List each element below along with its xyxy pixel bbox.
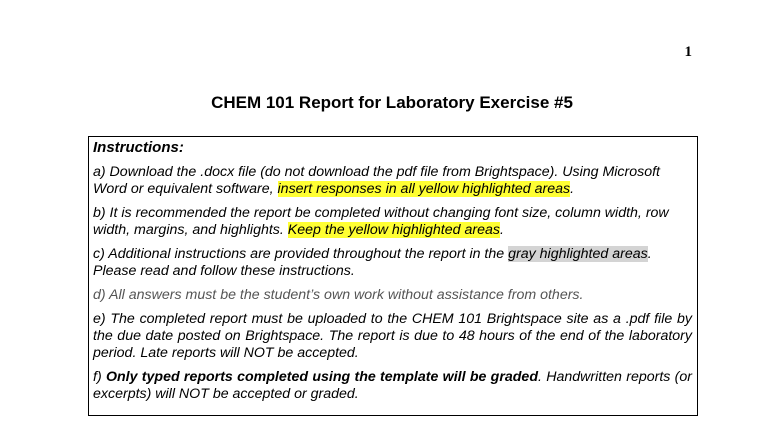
instruction-d: d) All answers must be the student’s own work without assistance from others.	[93, 287, 584, 303]
instruction-f-end: . Handwritten reports (or excerpts) will NOT be accepted or graded.	[93, 369, 693, 402]
instruction-c-end: . Please read and follow these instructions.	[93, 246, 652, 279]
instructions-heading: Instructions:	[93, 139, 184, 156]
instruction-b-text: b) It is recommended the report be completed without changing font size, column width, row width, margins, and highlights.	[93, 205, 669, 238]
instruction-a	[93, 164, 692, 198]
instruction-c	[93, 246, 692, 280]
instruction-f-bold: Only typed reports completed using the template will be graded	[105, 369, 538, 385]
instruction-c-text: c) Additional instructions are provided throughout the report in the	[93, 246, 509, 262]
instruction-a-end: .	[570, 181, 575, 197]
instruction-a-text: a) Download the .docx file (do not download the pdf file from Brightspace). Using Microsoft Word or equivalent software,	[93, 164, 660, 197]
instruction-b-end: .	[499, 222, 504, 238]
instruction-c-gray-highlight: gray highlighted areas	[508, 246, 648, 262]
page-number: 1	[684, 44, 692, 60]
instruction-f-prefix: f)	[93, 369, 106, 385]
instructions-box	[88, 136, 698, 416]
instruction-e: e) The completed report must be uploaded to the CHEM 101 Brightspace site as a .pdf file by the due date posted on Brightspace. The report is due to 48 hours of the end of the laboratory period. Late reports will NOT be accepted.	[93, 311, 692, 361]
instruction-f	[93, 369, 692, 403]
instruction-a-yellow-highlight: insert responses in all yellow highlighted areas	[277, 181, 571, 197]
instruction-b	[93, 205, 692, 239]
document-title: CHEM 101 Report for Laboratory Exercise #5	[211, 93, 573, 112]
instruction-b-yellow-highlight: Keep the yellow highlighted areas	[287, 222, 500, 238]
